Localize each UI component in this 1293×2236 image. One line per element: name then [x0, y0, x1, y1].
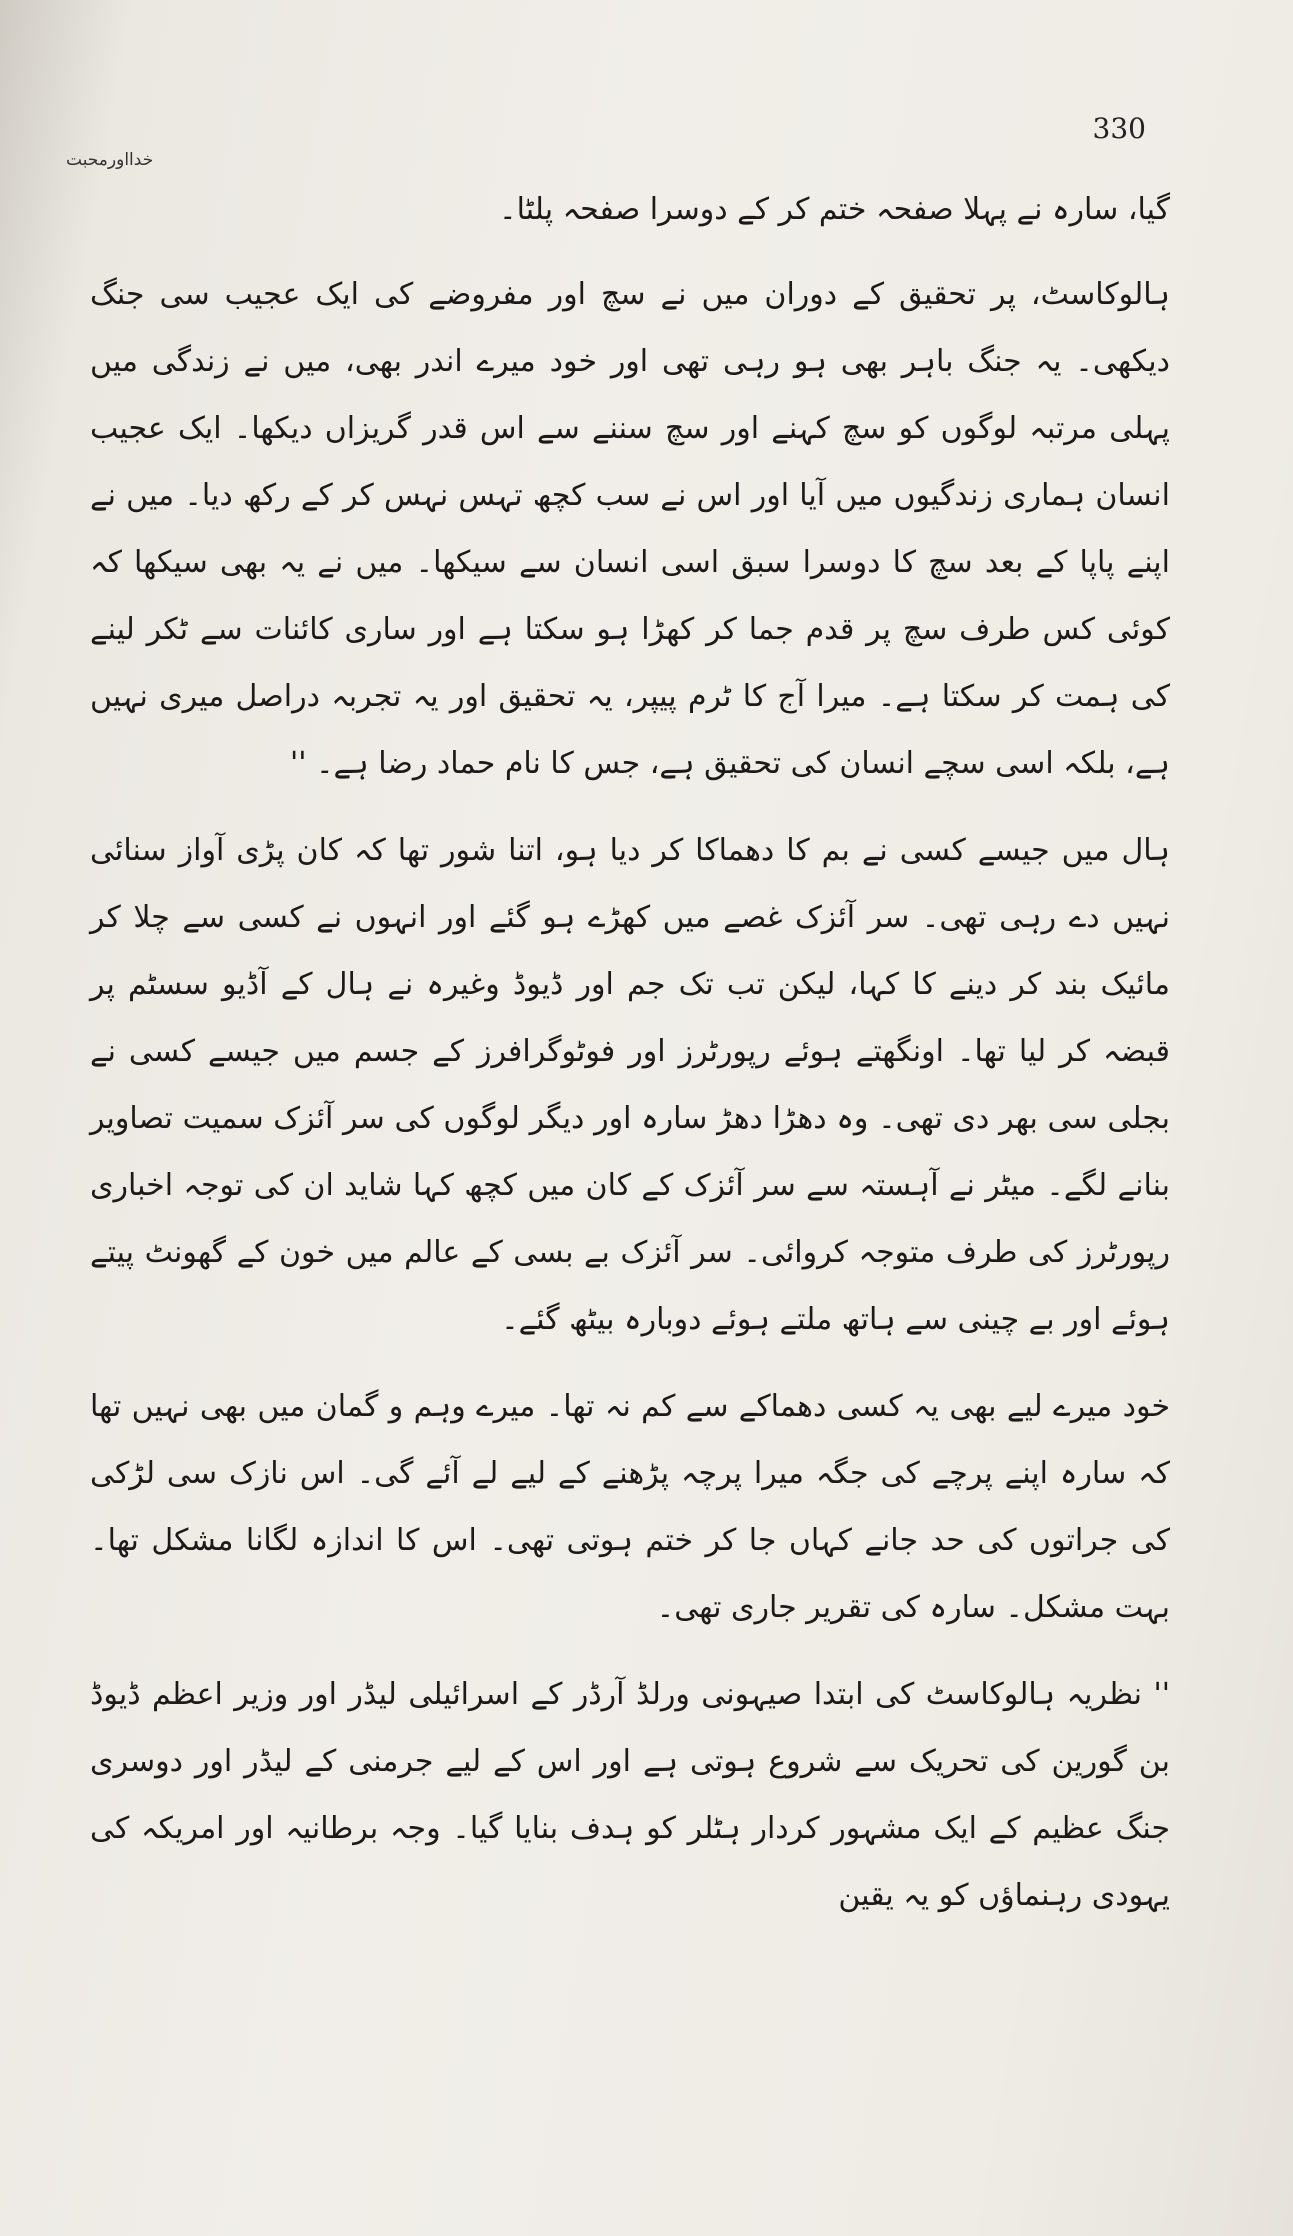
paragraph: گیا، سارہ نے پہلا صفحہ ختم کر کے دوسرا صفحہ پلٹا۔	[499, 192, 1170, 227]
paragraph: '' نظریہ ہالوکاسٹ کی ابتدا صیہونی ورلڈ آرڈر کے اسرائیلی لیڈر اور وزیر اعظم ڈیوڈ بن گورین کی تحریک سے شروع ہوتی ہے اور اس کے لیے جرمنی کے لیڈر اور دوسری جنگ عظیم کے ایک مشہور کردار ہٹلر کو ہدف بنایا گیا۔ وجہ برطانیہ اور امریکہ کی یہودی رہنماؤں کو یہ یقین	[90, 1677, 1170, 1913]
running-title: خدااورمحبت	[66, 150, 154, 170]
paragraph: ہال میں جیسے کسی نے بم کا دھماکا کر دیا ہو، اتنا شور تھا کہ کان پڑی آواز سنائی نہیں دے رہی تھی۔ سر آئزک غصے میں کھڑے ہو گئے اور انہوں نے کسی سے چلا کر مائیک بند کر دینے کا کہا، لیکن تب تک جم اور ڈیوڈ وغیرہ نے ہال کے آڈیو سسٹم پر قبضہ کر لیا تھا۔ اونگھتے ہوئے رپورٹرز اور فوٹوگرافرز کے جسم میں جیسے کسی نے بجلی سی بھر دی تھی۔ وہ دھڑا دھڑ سارہ اور دیگر لوگوں کی سر آئزک سمیت تصاویر بنانے لگے۔ میٹر نے آہستہ سے سر آئزک کے کان میں کچھ کہا شاید ان کی توجہ اخباری رپورٹرز کی طرف متوجہ کروائی۔ سر آئزک بے بسی کے عالم میں خون کے گھونٹ پیتے ہوئے اور بے چینی سے ہاتھ ملتے ہوئے دوبارہ بیٹھ گئے۔	[90, 833, 1170, 1337]
page-number: 330	[1092, 112, 1146, 145]
page-header	[30, 112, 1230, 172]
paragraph: ہالوکاسٹ، پر تحقیق کے دوران میں نے سچ اور مفروضے کی ایک عجیب سی جنگ دیکھی۔ یہ جنگ باہر بھی ہو رہی تھی اور خود میرے اندر بھی، میں نے زندگی میں پہلی مرتبہ لوگوں کو سچ کہنے اور سچ سننے سے اس قدر گریزاں دیکھا۔ ایک عجیب انسان ہماری زندگیوں میں آیا اور اس نے سب کچھ تہس نہس کر کے رکھ دیا۔ میں نے اپنے پاپا کے بعد سچ کا دوسرا سبق اسی انسان سے سیکھا۔ میں نے یہ بھی سیکھا کہ کوئی کس طرف سچ پر قدم جما کر کھڑا ہو سکتا ہے اور ساری کائنات سے ٹکر لینے کی ہمت کر سکتا ہے۔ میرا آج کا ٹرم پیپر، یہ تحقیق اور یہ تجربہ دراصل میری نہیں ہے، بلکہ اسی سچے انسان کی تحقیق ہے، جس کا نام حماد رضا ہے۔ ''	[90, 277, 1170, 781]
paragraph: خود میرے لیے بھی یہ کسی دھماکے سے کم نہ تھا۔ میرے وہم و گمان میں بھی نہیں تھا کہ سارہ اپنے پرچے کی جگہ میرا پرچہ پڑھنے کے لیے لے آئے گی۔ اس نازک سی لڑکی کی جراتوں کی حد جانے کہاں جا کر ختم ہوتی تھی۔ اس کا اندازہ لگانا مشکل تھا۔ بہت مشکل۔ سارہ کی تقریر جاری تھی۔	[90, 1389, 1170, 1625]
page-body	[90, 176, 1170, 1929]
book-page	[30, 0, 1270, 2236]
